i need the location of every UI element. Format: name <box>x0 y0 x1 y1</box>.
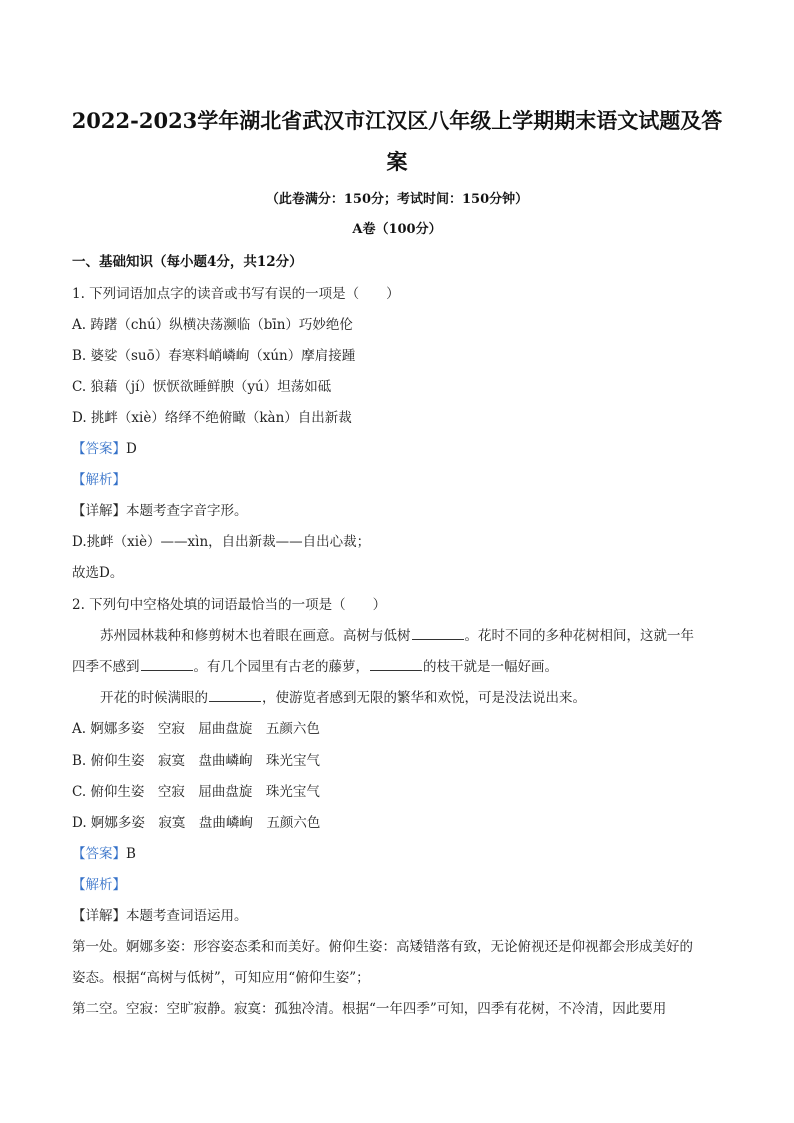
passage-text: 。花时不同的多种花树相间，这就一年 <box>464 628 694 644</box>
q1-detail: 【详解】本题考查字音字形。 <box>72 503 248 519</box>
passage-text: 苏州园林栽种和修剪树木也着眼在画意。高树与低树 <box>100 628 411 644</box>
q2-passage-line1 <box>100 624 694 644</box>
q2-explain-3: 第二空。空寂：空旷寂静。寂寞：孤独冷清。根据“一年四季”可知，四季有花树，不冷清，因此要用 <box>72 1001 667 1017</box>
section-a-label: A卷（100分） <box>352 222 442 237</box>
document-title-continued: 案 <box>386 149 408 174</box>
answer-tag: 【答案】 <box>72 441 126 457</box>
q1-option-b: B. 婆娑（suō）春寒料峭嶙峋（xún）摩肩接踵 <box>72 348 356 364</box>
q2-option-d: D. 婀娜多姿 寂寞 盘曲嶙峋 五颜六色 <box>72 815 321 831</box>
q1-option-d: D. 挑衅（xiè）络绎不绝俯瞰（kàn）自出新裁 <box>72 410 352 426</box>
passage-text: 的枝干就是一幅好画。 <box>423 659 558 675</box>
passage-text: ，使游览者感到无限的繁华和欢悦，可是没法说出来。 <box>262 690 586 706</box>
fill-blank <box>209 689 261 702</box>
document-title: 2022-2023学年湖北省武汉市江汉区八年级上学期期末语文试题及答 <box>71 108 723 133</box>
q2-option-b: B. 俯仰生姿 寂寞 盘曲嶙峋 珠光宝气 <box>72 753 321 769</box>
q1-stem: 1. 下列词语加点字的读音或书写有误的一项是（ ） <box>72 286 400 302</box>
q2-option-c: C. 俯仰生姿 空寂 屈曲盘旋 珠光宝气 <box>72 784 320 800</box>
q2-explain-1: 第一处。婀娜多姿：形容姿态柔和而美好。俯仰生姿：高矮错落有致，无论俯视还是仰视都会形成美好的 <box>72 939 693 955</box>
q2-analysis-tag: 【解析】 <box>72 877 126 893</box>
q2-explain-2: 姿态。根据“高树与低树”，可知应用“俯仰生姿”； <box>72 970 370 986</box>
q1-conclusion: 故选D。 <box>72 565 124 581</box>
q2-passage-line2 <box>72 655 558 675</box>
q1-analysis-tag: 【解析】 <box>72 472 126 488</box>
q1-answer <box>72 437 137 457</box>
q1-option-a: A. 踌躇（chú）纵横决荡濒临（bīn）巧妙绝伦 <box>72 317 353 333</box>
passage-text: 四季不感到 <box>72 659 140 675</box>
answer-value: B <box>126 846 136 862</box>
q2-stem: 2. 下列句中空格处填的词语最恰当的一项是（ ） <box>72 597 387 613</box>
answer-tag: 【答案】 <box>72 846 126 862</box>
part1-heading: 一、基础知识（每小题4分，共12分） <box>72 254 303 270</box>
exam-info: （此卷满分：150分；考试时间：150分钟） <box>265 192 529 207</box>
passage-text: 。有几个园里有古老的藤萝， <box>193 659 369 675</box>
q1-option-c: C. 狼藉（jí）恹恹欲睡鲜腴（yú）坦荡如砥 <box>72 379 332 395</box>
q2-detail: 【详解】本题考查词语运用。 <box>72 908 248 924</box>
fill-blank <box>141 658 193 671</box>
passage-text: 开花的时候满眼的 <box>100 690 208 706</box>
q2-option-a: A. 婀娜多姿 空寂 屈曲盘旋 五颜六色 <box>72 721 320 737</box>
q1-explain: D.挑衅（xiè）——xìn，自出新裁——自出心裁； <box>72 534 371 550</box>
fill-blank <box>412 627 464 640</box>
fill-blank <box>370 658 422 671</box>
answer-value: D <box>126 441 137 457</box>
q2-answer <box>72 842 136 862</box>
q2-passage-line3 <box>100 686 586 706</box>
